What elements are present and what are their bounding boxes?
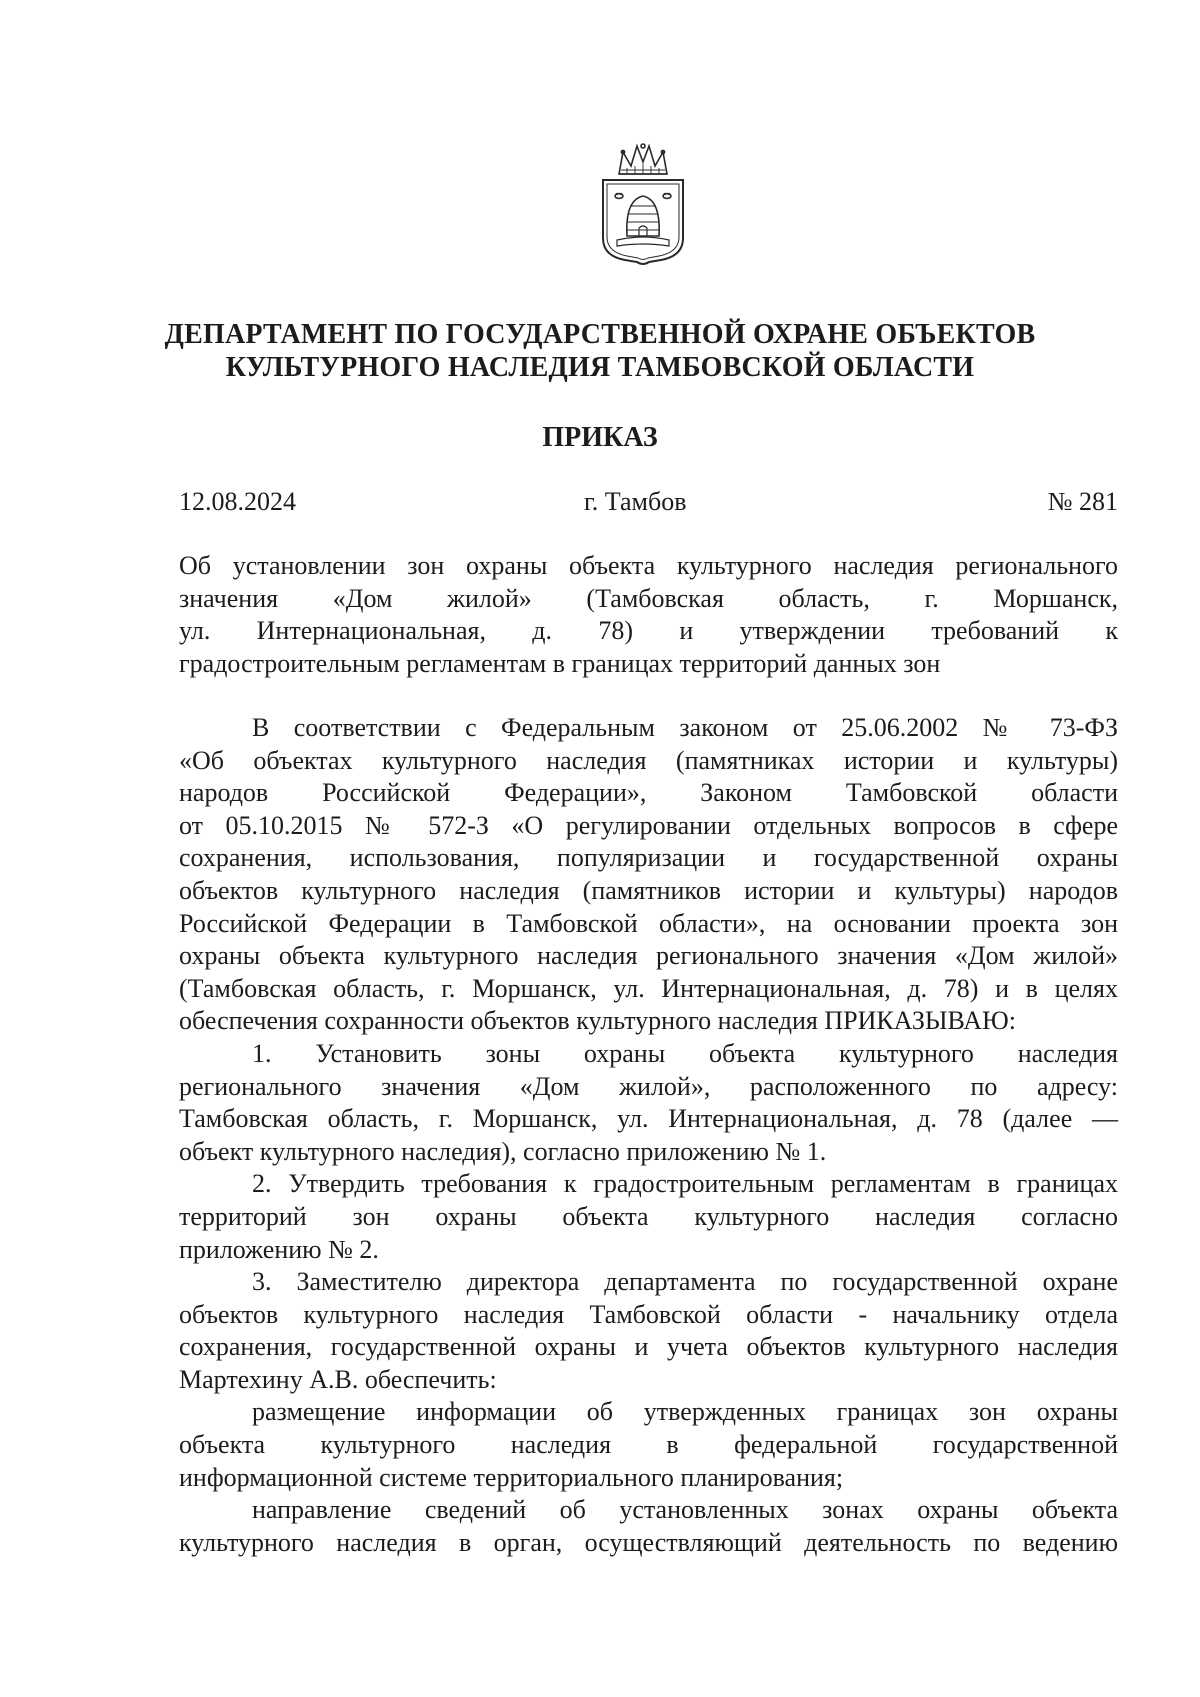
- body-line: обеспечения сохранности объектов культурного наследия ПРИКАЗЫВАЮ:: [179, 1006, 1016, 1036]
- body-line: Тамбовская область, г. Моршанск, ул. Интернациональная, д. 78 (далее —: [179, 1104, 1118, 1134]
- document-number: № 281: [1047, 487, 1118, 516]
- body-line: 2. Утвердить требования к градостроительным регламентам в границах: [252, 1169, 1118, 1199]
- body-line: Российской Федерации в Тамбовской области», на основании проекта зон: [179, 908, 1118, 938]
- body-line: регионального значения «Дом жилой», расположенного по адресу:: [179, 1071, 1118, 1101]
- body-line: охраны объекта культурного наследия регионального значения «Дом жилой»: [179, 941, 1118, 971]
- body-line: территорий зон охраны объекта культурного наследия согласно: [179, 1201, 1118, 1231]
- body-line: 1. Установить зоны охраны объекта культурного наследия: [252, 1038, 1118, 1068]
- body-line: объект культурного наследия), согласно приложению № 1.: [179, 1136, 827, 1166]
- body-line: объектов культурного наследия Тамбовской области - начальнику отдела: [179, 1299, 1118, 1329]
- organization-name: [120, 318, 1080, 384]
- coat-of-arms-emblem: [597, 140, 689, 270]
- body-line: от 05.10.2015 № 572-З «О регулировании отдельных вопросов в сфере: [179, 810, 1118, 840]
- organization-name-line-2: КУЛЬТУРНОГО НАСЛЕДИЯ ТАМБОВСКОЙ ОБЛАСТИ: [225, 352, 975, 383]
- body-line: В соответствии с Федеральным законом от 25.06.2002 № 73-ФЗ: [252, 713, 1118, 742]
- body-line: размещение информации об утвержденных границах зон охраны: [252, 1397, 1118, 1427]
- document-type: ПРИКАЗ: [542, 422, 658, 453]
- title-line: Об установлении зон охраны объекта культурного наследия регионального: [179, 551, 1118, 580]
- body-line: сохранения, использования, популяризации и государственной охраны: [179, 843, 1118, 873]
- body-line: приложению № 2.: [179, 1234, 379, 1264]
- body-line: народов Российской Федерации», Законом Тамбовской области: [179, 778, 1118, 808]
- body-line: культурного наследия в орган, осуществляющий деятельность по ведению: [179, 1527, 1118, 1557]
- document-title: [179, 550, 1118, 680]
- body-line: объектов культурного наследия (памятников истории и культуры) народов: [179, 875, 1118, 905]
- title-line: ул. Интернациональная, д. 78) и утверждении требований к: [179, 616, 1118, 646]
- body-line: сохранения, государственной охраны и учета объектов культурного наследия: [179, 1332, 1118, 1362]
- body-line: «Об объектах культурного наследия (памятниках истории и культуры): [179, 745, 1118, 775]
- organization-name-line-1: ДЕПАРТАМЕНТ ПО ГОСУДАРСТВЕННОЙ ОХРАНЕ ОБЪЕКТОВ: [164, 319, 1036, 350]
- document-body: [179, 712, 1118, 1559]
- body-line: Мартехину А.В. обеспечить:: [179, 1364, 497, 1394]
- document-city: г. Тамбов: [584, 487, 687, 516]
- body-line: объекта культурного наследия в федеральной государственной: [179, 1430, 1118, 1460]
- document-meta-row: [179, 486, 1118, 518]
- body-line: направление сведений об установленных зонах охраны объекта: [252, 1495, 1118, 1525]
- title-line: градостроительным регламентам в границах территорий данных зон: [179, 648, 941, 678]
- body-line: информационной системе территориального планирования;: [179, 1462, 844, 1492]
- body-line: (Тамбовская область, г. Моршанск, ул. Интернациональная, д. 78) и в целях: [179, 973, 1118, 1003]
- document-date: 12.08.2024: [179, 487, 296, 516]
- body-line: 3. Заместителю директора департамента по государственной охране: [252, 1267, 1118, 1297]
- title-line: значения «Дом жилой» (Тамбовская область, г. Моршанск,: [179, 583, 1118, 613]
